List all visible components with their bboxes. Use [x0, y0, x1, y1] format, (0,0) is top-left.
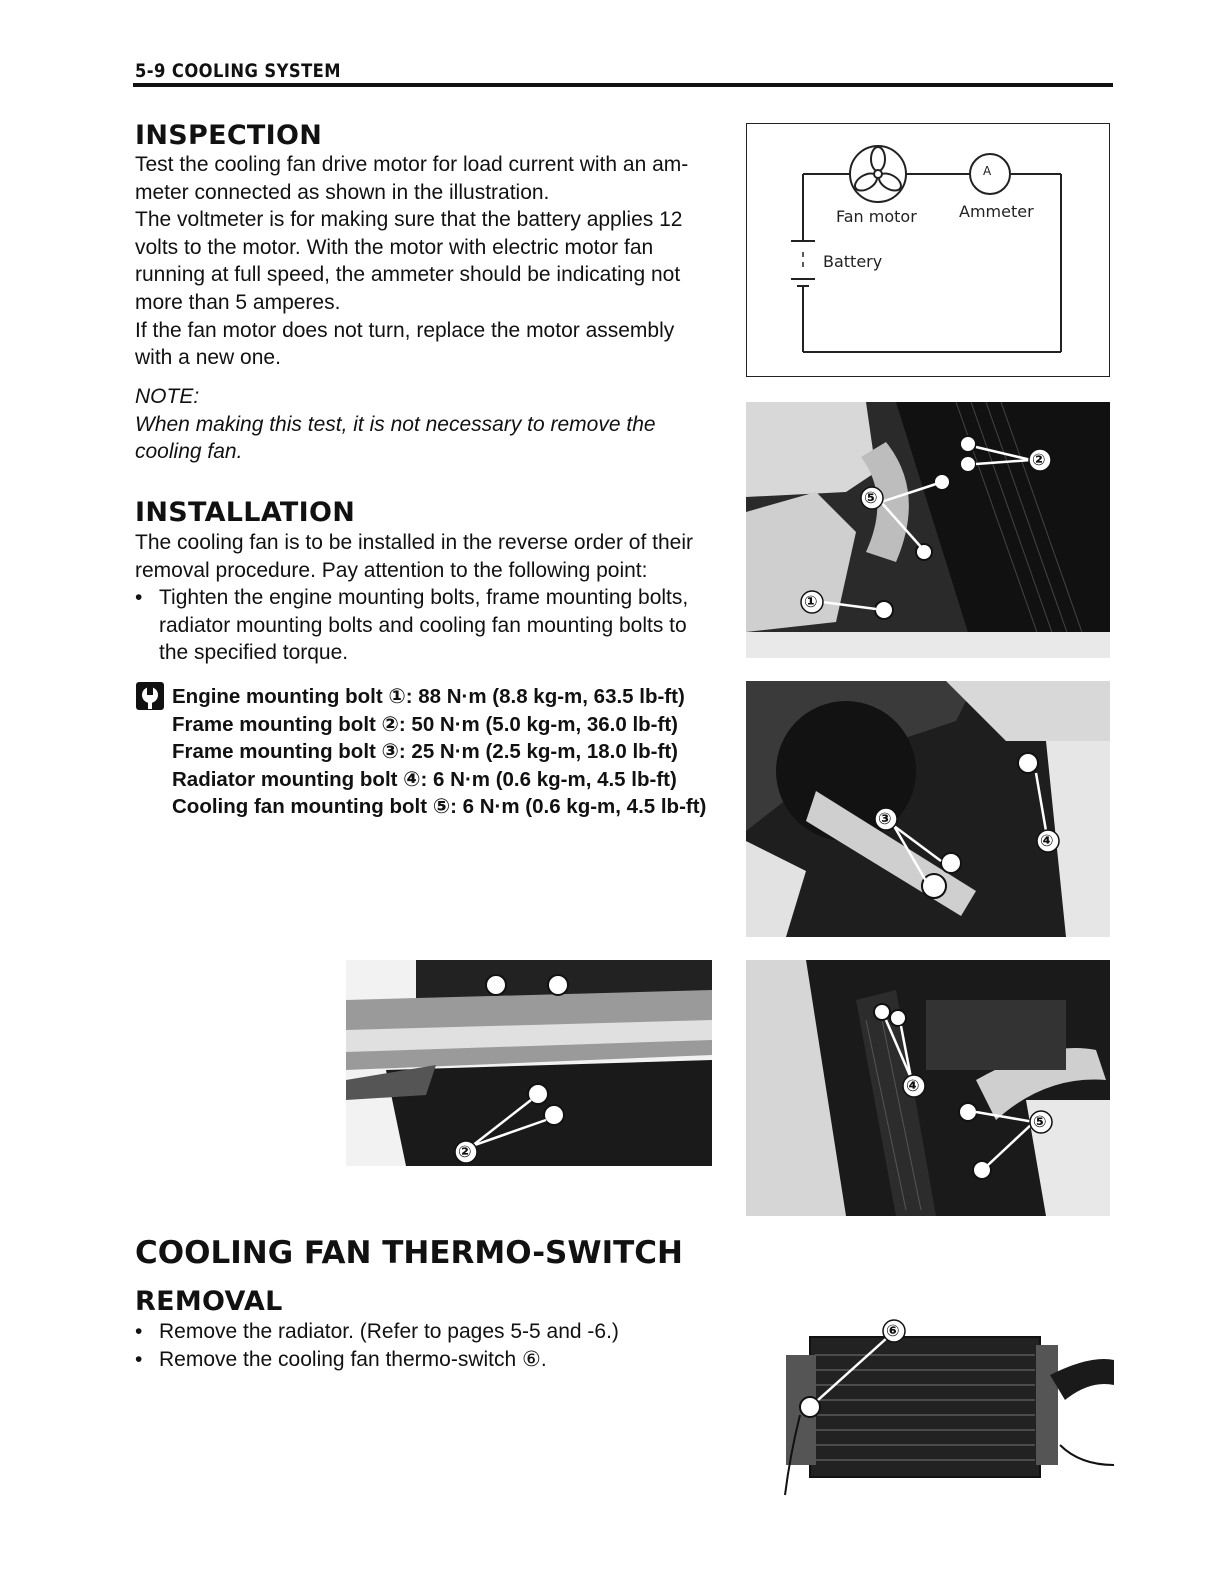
header-rule [133, 83, 1113, 87]
note-label: NOTE: [135, 385, 200, 408]
callout-thermo-switch-6: ⑥ [886, 1321, 900, 1340]
inspection-paragraph: The voltmeter is for making sure that the battery applies 12 volts to the motor. With the motor with electric motor fan running at full speed, the ammeter should be indicating not more than 5 amperes. [135, 208, 683, 314]
note-text: When making this test, it is not necessary to remove the cooling fan. [135, 413, 656, 463]
installation-body [135, 529, 715, 667]
installation-bullet [135, 584, 715, 667]
photo-radiator-thermo-switch [770, 1315, 1114, 1500]
callout-frame-bolt-2b: ② [458, 1142, 472, 1161]
torque-list [172, 683, 706, 821]
removal-step-text: Remove the radiator. (Refer to pages 5-5 and -6.) [159, 1320, 619, 1343]
inspection-heading: INSPECTION [135, 120, 323, 151]
installation-heading: INSTALLATION [135, 497, 356, 528]
removal-step [135, 1318, 715, 1346]
installation-intro: The cooling fan is to be installed in the reverse order of their removal procedure. Pay attention to the following point: [135, 531, 693, 582]
inspection-body [135, 151, 715, 372]
battery-label: Battery [823, 252, 883, 271]
callout-fan-bolt-5b: ⑤ [1033, 1112, 1047, 1131]
callout-frame-bolt-3: ③ [878, 809, 892, 828]
installation-bullet-text: Tighten the engine mounting bolts, frame mounting bolts, radiator mounting bolts and cooling fan mounting bolts to the specified torque. [159, 586, 689, 665]
bullet-dot: • [135, 1347, 143, 1371]
torque-spec-radiator: Radiator mounting bolt ④: 6 N·m (0.6 kg-m, 4.5 lb-ft) [172, 767, 677, 791]
page-header-title: 5-9 COOLING SYSTEM [135, 60, 341, 82]
callout-fan-bolt-5: ⑤ [864, 488, 878, 507]
ammeter-label: Ammeter [959, 202, 1034, 221]
callout-engine-bolt-1: ① [804, 592, 818, 611]
bullet-dot: • [135, 586, 143, 610]
inspection-paragraph: If the fan motor does not turn, replace the motor assembly with a new one. [135, 318, 675, 370]
removal-step [135, 1346, 715, 1374]
torque-spec-frame-2: Frame mounting bolt ②: 50 N·m (5.0 kg-m, 36.0 lb-ft) [172, 712, 678, 736]
fan-motor-icon [850, 146, 906, 202]
circuit-wiring [747, 124, 1108, 375]
callout-frame-bolt-2: ② [1032, 450, 1046, 469]
battery-icon [791, 234, 815, 290]
photo-radiator-front [746, 402, 1110, 658]
thermo-switch-heading: COOLING FAN THERMO-SWITCH [135, 1235, 683, 1271]
callout-radiator-bolt-4b: ④ [906, 1076, 920, 1095]
fan-motor-label: Fan motor [836, 207, 917, 226]
photo-frame-bolts [746, 681, 1110, 937]
removal-heading: REMOVAL [135, 1286, 283, 1317]
callout-radiator-bolt-4: ④ [1040, 831, 1054, 850]
inspection-paragraph: Test the cooling fan drive motor for load current with an am-meter connected as shown in the illustration. [135, 153, 689, 204]
removal-step-text: Remove the cooling fan thermo-switch ⑥. [159, 1347, 547, 1371]
photo-frame-underside [346, 960, 712, 1166]
circuit-diagram [746, 123, 1110, 377]
removal-steps [135, 1318, 715, 1373]
torque-wrench-icon [135, 681, 165, 711]
photo-radiator-side [746, 960, 1110, 1216]
ammeter-symbol-label: A [983, 164, 992, 178]
torque-spec-engine: Engine mounting bolt ①: 88 N·m (8.8 kg-m, 63.5 lb-ft) [172, 685, 685, 708]
bullet-dot: • [135, 1320, 143, 1343]
torque-spec-frame-3: Frame mounting bolt ③: 25 N·m (2.5 kg-m, 18.0 lb-ft) [172, 740, 678, 763]
torque-spec-cooling-fan: Cooling fan mounting bolt ⑤: 6 N·m (0.6 kg-m, 4.5 lb-ft) [172, 795, 707, 818]
